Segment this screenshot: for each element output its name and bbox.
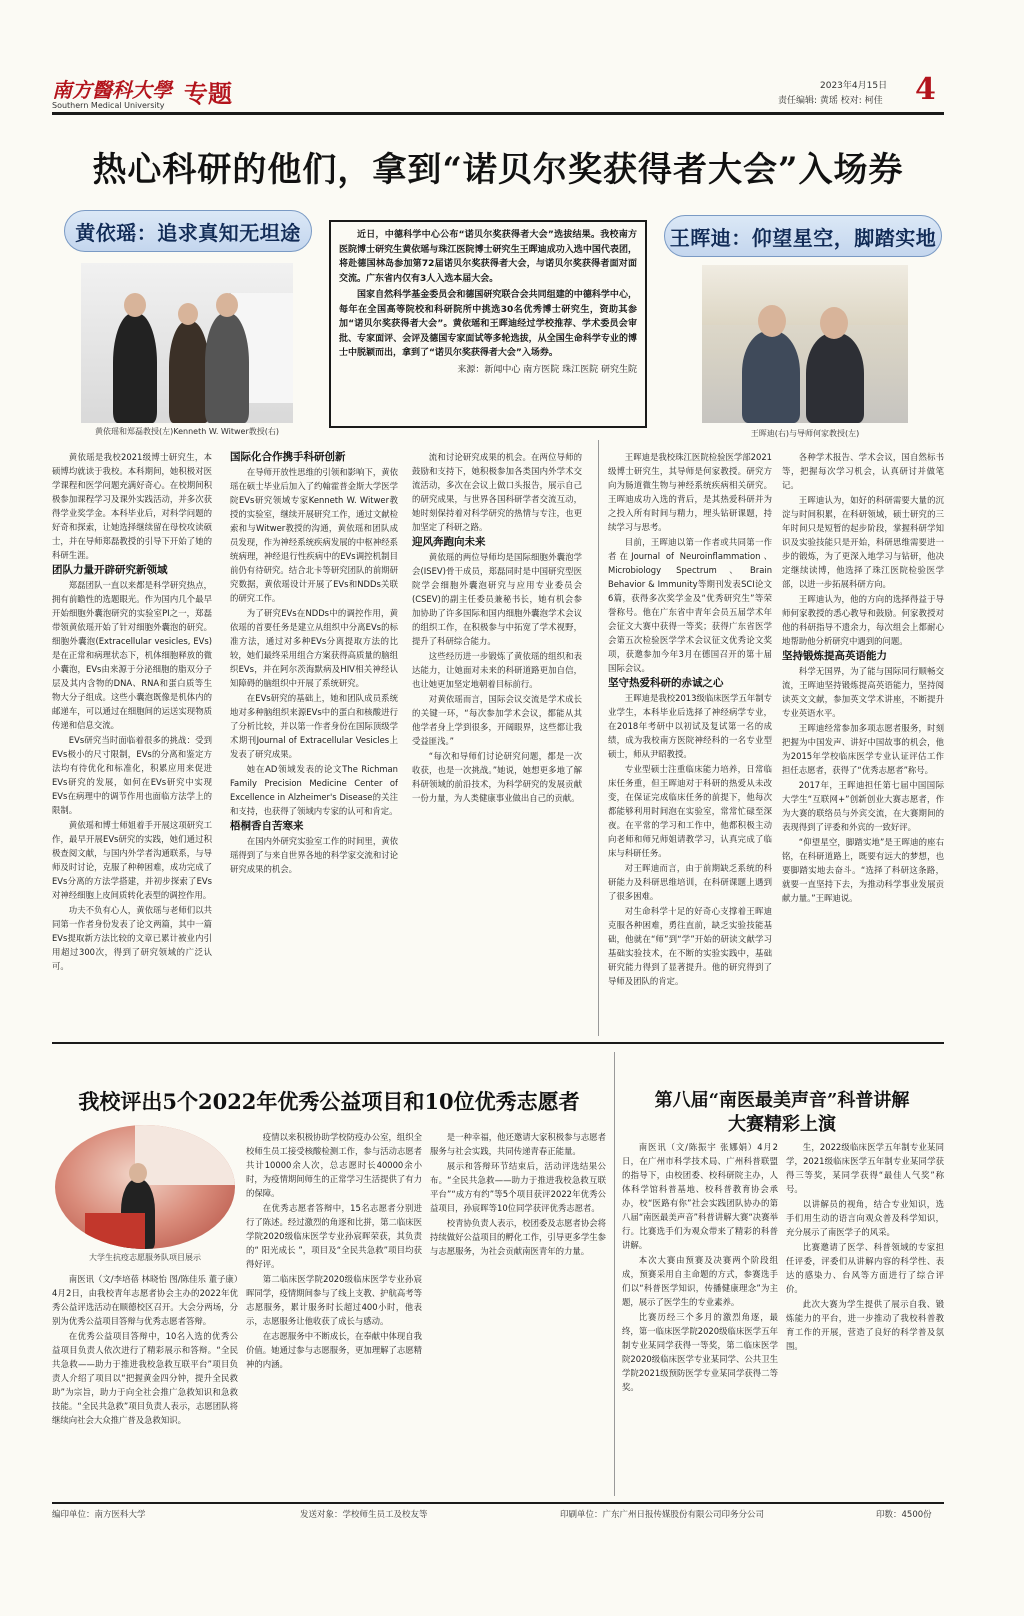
subheading: 国际化合作携手科研创新 <box>230 451 346 463</box>
column-divider <box>614 1052 615 1496</box>
paragraph: 南医讯（文/李培蓓 林晓怡 图/陈佳乐 董子康）4月2日，由我校青年志愿者协会主办的2022年优秀公益评选活动在顺德校区召开。大会分两场，分别为优秀公益项目答辩与优秀志愿者答辩。 <box>52 1274 238 1326</box>
speech-article-title-line2: 大赛精彩上演 <box>728 1114 836 1135</box>
paragraph: 以讲解员的视角，结合专业知识，选手们用生动的语言向观众普及科学知识，充分展示了南医学子的风采。 <box>786 1199 944 1237</box>
article-column-4 <box>608 450 772 1032</box>
subheading: 迎风奔跑向未来 <box>412 536 486 548</box>
paragraph: 疫情以来积极协助学校防疫办公室，组织全校师生员工接受核酸检测工作，参与活动志愿者共计10000余人次，总志愿时长40000余小时，为疫情期间师生的正常学习生活提供了有力的保障。 <box>246 1132 422 1198</box>
intro-box <box>329 220 647 428</box>
paragraph: 展示和答辩环节结束后，活动评选结果公布。“全民共急救——助力于推进我校急救互联平台”“成方有约”等5个项目获评2022年优秀公益项目，孙宸晖等10位同学获评优秀志愿者。 <box>430 1161 606 1213</box>
person-head <box>178 303 198 325</box>
footer-print-count: 印数：4500份 <box>876 1510 932 1520</box>
paragraph: EVs研究当时面临着很多的挑战：受到EVs极小的尺寸限制，EVs的分离和鉴定方法均有待优化和标准化，积累应用来促进EVs研究的发展，如何在EVs研究中实现EVs在病理中的调节作用也面临方法学上的限制。 <box>52 735 212 815</box>
paragraph: 科学无国界，为了能与国际同行顺畅交流，王晖迪坚持锻炼提高英语能力，坚持阅读英文文献，参加英文学术讲座，不断提升专业英语水平。 <box>782 666 944 718</box>
photo-backdrop <box>135 1125 235 1185</box>
article-column-3 <box>412 450 582 1032</box>
paragraph: 目前，王晖迪以第一作者或共同第一作者在Journal of Neuroinflammation、Microbiology Spectrum、Brain Behavior & Immunity等期刊发表SCI论文6篇，获得多次奖学金及“优秀研究生”等荣誉称号。他在广东省中青年会员五届学术年会征文大赛中获得一等奖；获得广东省医学会第五次检验医学学术会议征文优秀论文奖项，获邀参加今年3月在德国召开的第十届国际会议。 <box>608 537 772 673</box>
paragraph: “每次和导师们讨论研究问题，都是一次收获，也是一次挑战。”她说，她想更多地了解科研领域的前沿技术，为科学研究的发展贡献一份力量，为人类健康事业做出自己的贡献。 <box>412 751 582 803</box>
paragraph: 她在AD领域发表的论文The Richman Family Precision Medicine Center of Excellence in Alzheimer's Disease的关注和支持，也获得了领域内专家的认可和肯定。 <box>230 764 398 816</box>
photo-huang-yiyao <box>81 263 293 423</box>
article-column-1 <box>52 450 212 1032</box>
person-head <box>820 307 848 339</box>
paragraph: 对黄依瑶而言，国际会议交流是学术成长的关键一环，“每次参加学术会议，都能从其他学者身上学到很多，开阔眼界，这些都让我受益匪浅。” <box>412 694 582 746</box>
paragraph: 黄依瑶是我校2021级博士研究生，本硕博均就读于我校。本科期间，她积极对医学课程和医学问题充满好奇心。在校期间积极参加课程学习及课外实践活动，并多次获得学业奖学金。本科毕业后，对科学问题的好奇和探索，让她选择继续留在母校攻读硕士，并在导师郑磊教授的引导下开始了她的科研生涯。 <box>52 452 212 560</box>
paragraph: 郑磊团队一直以来都是科学研究热点，拥有前瞻性的选题眼光。作为国内几个最早开始细胞外囊泡研究的实验室PI之一，郑磊带领黄依瑶开始了针对细胞外囊泡的研究。细胞外囊泡(Extracellular vesicles, EVs)是在正常和病理状态下，机体细胞释放的微小囊泡，EVs由来源于分泌细胞的脂双分子层及其内含物的DNA、RNA和蛋白质等生物大分子组成。这些小囊泡既像是机体内的邮递车，可以通过在细胞间的运送实现物质传递和信息交流。 <box>52 580 212 730</box>
speech-column-1 <box>622 1140 778 1496</box>
paragraph: “仰望星空，脚踏实地”是王晖迪的座右铭，在科研道路上，既要有远大的梦想，也要脚踏实地去奋斗。“选择了科研这条路，就要一直坚持下去，为推动科学事业发展贡献力量。”王晖迪说。 <box>782 837 944 903</box>
footer-distribution: 发送对象：学校师生员工及校友等 <box>300 1510 428 1520</box>
paragraph: 比赛邀请了医学、科普领域的专家担任评委，评委们从讲解内容的科学性、表达的感染力、台风等方面进行了综合评价。 <box>786 1242 944 1294</box>
footer-printer: 印刷单位：广东广州日报传媒股份有限公司印务分公司 <box>560 1510 765 1520</box>
paragraph: 此次大赛为学生提供了展示自我、锻炼能力的平台，进一步推动了我校科普教育工作的开展，营造了良好的科学普及氛围。 <box>786 1299 944 1351</box>
person-head <box>758 305 786 337</box>
paragraph: 黄依瑶和博士师姐着手开展这项研究工作，最早开展EVs研究的实践，她们通过积极查阅文献，与国内外学者沟通联系，与导师及时讨论，克服了种种困难，成功完成了EVs分离的方法学搭建，并初步探索了EVs对神经细胞上皮间质转化表型的调控作用。 <box>52 820 212 900</box>
paragraph: 在优秀公益项目答辩中，10名入选的优秀公益项目负责人依次进行了精彩展示和答辩。“全民共急救——助力于推进我校急救互联平台”项目负责人介绍了项目以“把握黄金四分钟，提升全民救助”为宗旨，助力于向全社会推广急救知识和急救技能。“全民共急救”项目负责人表示，志愿团队将继续向社会大众推广普及急救知识。 <box>52 1331 238 1425</box>
paragraph: 比赛历经三个多月的激烈角逐，最终，第一临床医学院2020级临床医学五年制专业某同学获得一等奖，第二临床医学院2020级临床医学专业某同学、公共卫生学院2021级预防医学专业某同学获得二等奖。 <box>622 1312 778 1392</box>
speech-article-title-line1: 第八届“南医最美声音”科普讲解 <box>654 1090 910 1111</box>
intro-paragraph-2: 国家自然科学基金委员会和德国研究联合会共同组建的中德科学中心，每年在全国高等院校和科研院所中挑选30名优秀博士研究生，资助其参加“诺贝尔奖获得者大会”。黄依瑶和王晖迪经过学校推荐、学术委员会审批、专家面评、会评及德国专家面试等多轮选拔，从全国生命科学专业的博士中脱颖而出，拿到了“诺贝尔奖获得者大会”入场券。 <box>339 290 637 358</box>
volunteer-column-1 <box>52 1272 238 1496</box>
article-column-2 <box>230 450 398 1032</box>
photo-caption-right: 王晖迪(右)与导师何家教授(左) <box>750 429 860 438</box>
paragraph: 王晖迪是我校2013级临床医学五年制专业学生，本科毕业后选择了神经病学专业，在2018年考研中以初试及复试第一名的成绩，成为我校南方医院神经科的一名专业型硕士，师从尹昭教授。 <box>608 693 772 759</box>
masthead-rule <box>52 112 944 115</box>
subheading: 坚守热爱科研的赤诚之心 <box>608 677 724 689</box>
volunteer-column-3 <box>430 1130 606 1496</box>
person-silhouette <box>806 333 864 423</box>
intro-source: 来源：新闻中心 南方医院 珠江医院 研究生院 <box>457 364 637 375</box>
section-divider <box>52 1042 944 1044</box>
paragraph: 对王晖迪而言，由于前期缺乏系统的科研能力及科研思维培训，在科研课题上遇到了很多困难。 <box>608 863 772 901</box>
photo-caption-left: 黄依瑶和郑磊教授(左)Kenneth W. Witwer教授(右) <box>95 427 279 436</box>
paragraph: 在国内外研究实验室工作的时间里，黄依瑶得到了与来自世界各地的科学家交流和讨论研究成果的机会。 <box>230 836 398 874</box>
intro-paragraph-1: 近日，中德科学中心公布“诺贝尔奖获得者大会”选拔结果。我校南方医院博士研究生黄依瑶与珠江医院博士研究生王晖迪成功入选中国代表团，将赴德国林岛参加第72届诺贝尔奖获得者大会，与诺贝尔奖获得者面对面交流。广东省内仅有3人入选本届大会。 <box>339 230 637 284</box>
paragraph: 南医讯（文/陈振宇 张娜娟）4月2日，在广州市科学技术局、广州科普联盟的指导下，由校团委、校科研院主办，人体科学馆科普基地、校科普教育协会承办，校“医路有你”社会实践团队协办的第八届“南医最美声音”科普讲解大赛“决赛举行。比赛选手们为观众带来了精彩的科普讲解。 <box>622 1142 778 1250</box>
paragraph: 流和讨论研究成果的机会。在两位导师的鼓励和支持下，她积极参加各类国内外学术交流活动，多次在会议上做口头报告，展示自己的研究成果，与世界各国科研学者交流互动，她时刻保持着对科学研究的热情与专注，也更加坚定了科研之路。 <box>412 452 582 532</box>
paragraph: 为了研究EVs在NDDs中的调控作用，黄依瑶的首要任务是建立从组织中分离EVs的标准方法，通过对多种EVs分离提取方法的比较，她们最终采用组合方案获得高质量的脑组织EVs，并在阿尔茨海默病及HIV相关神经认知障碍的脑组织中开展了系统研究。 <box>230 608 398 688</box>
paragraph: 第二临床医学院2020级临床医学专业孙宸晖同学，疫情期间参与了线上支教、护航高考等志愿服务，累计服务时长超过400小时，他表示，志愿服务让他收获了成长与感动。 <box>246 1274 422 1326</box>
person-head <box>216 293 238 317</box>
paragraph: 在优秀志愿者答辩中，15名志愿者分别进行了陈述。经过激烈的角逐和比拼，第二临床医学院2020级临床医学专业孙宸晖荣获，其负责的“ 阳光成长 ”，项目及“全民共急救”项目均获得好评。 <box>246 1203 422 1269</box>
paragraph: 对生命科学十足的好奇心支撑着王晖迪克服各种困难，勇往直前，缺乏实验技能基础，他就在“师”到“学”开始的研读文献学习基础实验技术，在不断的实验实践中，基础研究能力得到了显著提升。他的研究得到了导师及团队的肯定。 <box>608 906 772 986</box>
subheading: 梧桐香自苦寒来 <box>230 820 304 832</box>
paragraph: 功夫不负有心人，黄依瑶与老师们以共同第一作者身份发表了论文两篇，其中一篇EVs提取新方法比较的文章已累计被业内引用超过300次，得到了研究领域的广泛认可。 <box>52 905 212 971</box>
person-silhouette <box>205 313 249 423</box>
paragraph: 王晖迪是我校珠江医院检验医学部2021级博士研究生，其导师是何家教授。研究方向为肠道微生物与神经系统疾病相关研究。王晖迪成功入选的背后，是其热爱科研并为之投入所有时间与精力，埋头钻研课题，持续学习与思考。 <box>608 452 772 532</box>
photo-wang-huidi <box>702 265 908 423</box>
footer-editor: 编印单位：南方医科大学 <box>52 1510 146 1520</box>
person-head <box>124 293 146 317</box>
paragraph: 各种学术报告、学术会议，国自然标书等，把握每次学习机会，认真研讨并做笔记。 <box>782 452 944 490</box>
main-headline: 热心科研的他们，拿到“诺贝尔奖获得者大会”入场券 <box>92 150 904 190</box>
paragraph: 是一种幸福，他还邀请大家积极参与志愿者服务与社会实践，共同传递青春正能量。 <box>430 1132 606 1156</box>
page-number: 4 <box>915 72 936 107</box>
paragraph: 黄依瑶的两位导师均是国际细胞外囊泡学会(ISEV)骨干成员，郑磊同时是中国研究型医院学会细胞外囊泡研究与应用专业委员会(CSEV)的副主任委员兼秘书长，她有机会参加协助了许多国际和国内细胞外囊泡学术会议的组织工作，在积极参与中拓宽了学术视野，提升了科研综合能力。 <box>412 552 582 646</box>
paragraph: 在导师开放性思维的引领和影响下，黄依瑶在硕士毕业后加入了约翰霍普金斯大学医学院EVs研究领域专家Kenneth W. Witwer教授的实验室，继续开展研究工作，通过文献检索和与Witwer教授的沟通，黄依瑶和团队成员发现，作为神经系统疾病发展的中枢神经系统病理，神经退行性疾病中的EVs调控机制目前仍有待研究。结合北卡等研究团队的前期研究数据，黄依瑶设计开展了EVs和NDDs关联的研究工作。 <box>230 467 398 603</box>
section-title: 专题 <box>184 79 232 108</box>
issue-date: 2023年4月15日 <box>820 81 888 91</box>
paragraph: 王晖迪经常参加多项志愿者服务，时刻把握为中国发声、讲好中国故事的机会，他为2015年学校临床医学专业认证评估工作担任志愿者，获得了“优秀志愿者”称号。 <box>782 723 944 775</box>
profile-title-left: 黄依瑶：追求真知无坦途 <box>64 210 312 252</box>
volunteer-article-title: 我校评出5个2022年优秀公益项目和10位优秀志愿者 <box>78 1089 580 1114</box>
volunteer-column-2 <box>246 1130 422 1496</box>
paragraph: 生，2022级临床医学五年制专业某同学，2021级临床医学五年制专业某同学获得三等奖，某同学获得“最佳人气奖”称号。 <box>786 1142 944 1194</box>
subheading: 坚持锻炼提高英语能力 <box>782 650 887 662</box>
paragraph: 王晖迪认为，如好的科研需要大量的沉淀与时间积累，在科研领域，硕士研究的三年时间只是短暂的起步阶段，掌握科研学知识及实验技能只是开始，科研思维需要进一步的锻炼，为了更深入地学习与钻研，他决定继续读博，他选择了珠江医院检验医学部，以进一步拓展科研方向。 <box>782 495 944 589</box>
person-silhouette <box>113 313 157 423</box>
article-column-5 <box>782 450 944 1032</box>
school-logo-en: Southern Medical University <box>52 101 165 110</box>
person-silhouette <box>742 331 800 423</box>
subheading: 团队力量开辟研究新领域 <box>52 564 168 576</box>
paragraph: 本次大赛由预赛及决赛两个阶段组成，预赛采用自主命题的方式，参赛选手们以“科普医学知识，传播健康理念”为主题，展示了医学生的专业素养。 <box>622 1255 778 1307</box>
volunteer-photo <box>55 1125 235 1249</box>
paragraph: 校青协负责人表示，校团委及志愿者协会将持续做好公益项目的孵化工作，引导更多学生参与志愿服务，为社会贡献南医青年的力量。 <box>430 1218 606 1256</box>
editor-credits: 责任编辑: 黄瑶 校对: 柯佳 <box>778 96 883 106</box>
speech-column-2 <box>786 1140 944 1496</box>
paragraph: 2017年，王晖迪担任第七届中国国际大学生“互联网+”创新创业大赛志愿者，作为大赛的联络员与外宾交流，在大赛期间的表现得到了评委和外宾的一致好评。 <box>782 780 944 832</box>
profile-title-right: 王晖迪：仰望星空，脚踏实地 <box>664 215 942 257</box>
photo-backdrop <box>702 265 908 325</box>
column-divider <box>598 440 599 1036</box>
paragraph: 专业型硕士注重临床能力培养，日常临床任务重，但王晖迪对于科研的热爱从未改变，在保证完成临床任务的前提下，他每次都能够利用时间泡在实验室，常常忙碌至深夜。在平常的学习和工作中，他都积极主动向老师和师兄师姐请教学习，认真完成了临床与科研任务。 <box>608 764 772 858</box>
podium <box>85 1213 145 1249</box>
volunteer-photo-caption: 大学生抗疫志愿服务队项目展示 <box>89 1253 201 1262</box>
paragraph: 在志愿服务中不断成长，在奉献中体现自我价值。她通过参与志愿服务，更加理解了志愿精神的内涵。 <box>246 1331 422 1369</box>
school-logo-cn: 南方醫科大學 <box>52 78 172 102</box>
paragraph: 王晖迪认为，他的方向的选择得益于导师何家教授的悉心教导和鼓励。何家教授对他的科研指导不遗余力，每次组会上都耐心地帮助他分析研究中遇到的问题。 <box>782 594 944 646</box>
person-head <box>129 1163 147 1183</box>
paragraph: 在EVs研究的基础上，她和团队成员系统地对多种脑组织来源EVs中的蛋白和核酸进行了分析比较，并以第一作者身份在国际顶级学术期刊Journal of Extracellular Vesicles上发表了研究成果。 <box>230 693 398 759</box>
paragraph: 这些经历进一步锻炼了黄依瑶的组织和表达能力，让她面对未来的科研道路更加自信，也让她更加坚定地朝着目标前行。 <box>412 651 582 689</box>
person-silhouette <box>169 321 209 423</box>
footer-rule <box>52 1502 944 1504</box>
